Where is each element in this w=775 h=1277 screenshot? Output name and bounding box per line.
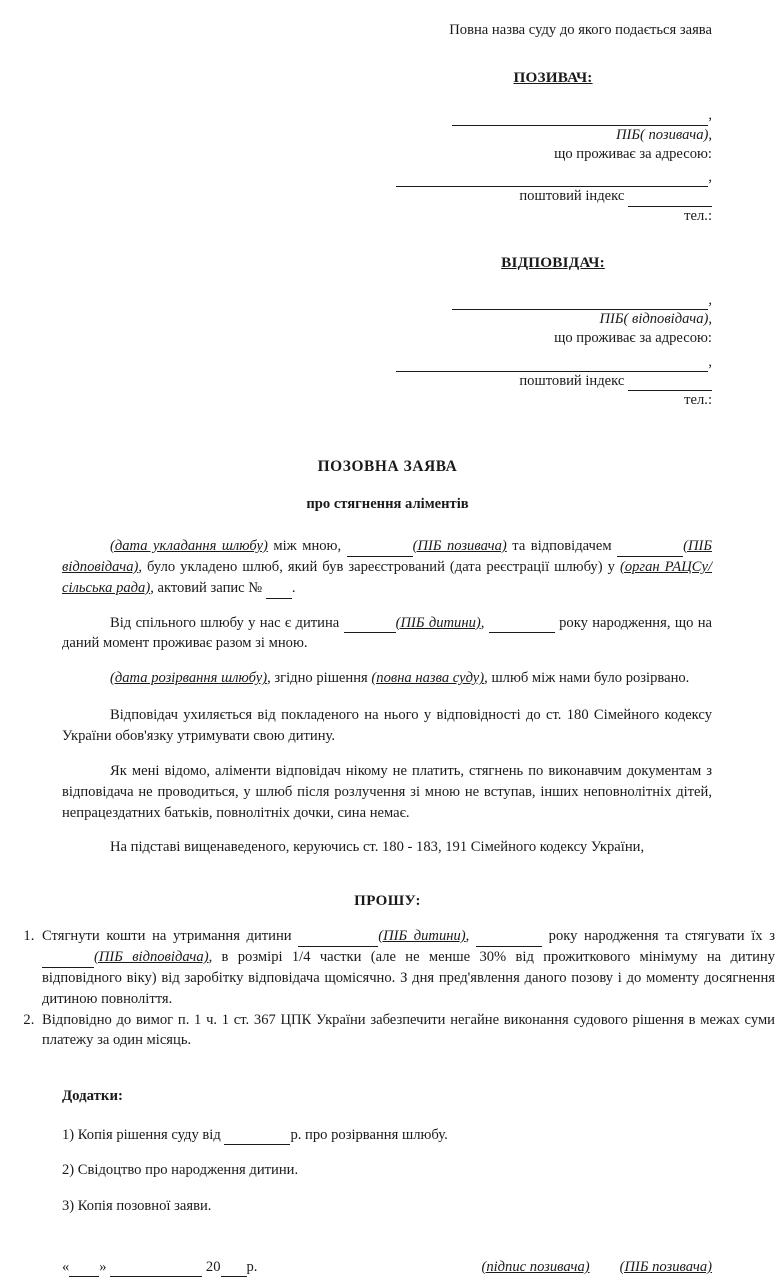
date-year-blank[interactable] <box>221 1263 247 1277</box>
r1-text-1: Стягнути кошти на утримання дитини <box>42 928 292 945</box>
document-body <box>0 514 775 858</box>
p3-text-1: , згідно рішення <box>267 670 368 687</box>
r1-text-3: року народження та стягувати їх з <box>548 928 775 945</box>
plaintiff-name-caption: ПІБ( позивача), <box>615 126 712 143</box>
date-month-blank[interactable] <box>110 1263 202 1277</box>
date-field <box>62 1258 257 1277</box>
request-item-2: 2. Відповідно до вимог п. 1 ч. 1 ст. 367 ЦПК України забезпечити негайне виконання судового рішення в межах суми платежу за один місяць. <box>38 1010 775 1052</box>
plaintiff-postal-blank[interactable] <box>628 192 712 206</box>
a1-blank-date[interactable] <box>224 1131 290 1145</box>
defendant-name-comma: , <box>708 291 712 308</box>
a1-text-before: 1) Копія рішення суду від <box>62 1126 221 1143</box>
plaintiff-name-blank[interactable] <box>452 111 708 125</box>
attachment-item-3: 3) Копія позовної заяви. <box>62 1197 212 1214</box>
paragraph-legal-basis: На підставі вищенаведеного, керуючись ст. 180 - 183, 191 Сімейного кодексу України, <box>110 839 645 856</box>
fill-defendant-name-r1[interactable]: (ПІБ відповідача) <box>94 948 209 965</box>
p2-text-2: , <box>480 614 485 631</box>
fill-court-name[interactable]: (повна назва суду) <box>371 670 485 687</box>
r1-blank-birth-year[interactable] <box>476 933 542 947</box>
p1-text-4: , актовий запис № <box>150 579 263 596</box>
fill-plaintiff-name-p1[interactable]: (ПІБ позивача) <box>412 537 507 554</box>
attachments-title: Додатки: <box>62 1088 123 1105</box>
fill-child-name-p2[interactable]: (ПІБ дитини) <box>395 614 481 631</box>
plaintiff-block <box>394 68 712 226</box>
defendant-address-comma: , <box>708 353 712 370</box>
defendant-block <box>394 253 712 411</box>
defendant-address-rule-row <box>394 353 712 372</box>
p1-blank-2[interactable] <box>617 542 683 556</box>
p2-blank-birth-year[interactable] <box>489 619 555 633</box>
p1-text-1: між мною, <box>273 537 342 554</box>
defendant-postal-row <box>394 372 712 391</box>
year-prefix: 20 <box>205 1259 221 1276</box>
signature-row <box>0 1258 775 1277</box>
p2-text-1: Від спільного шлюбу у нас є дитина <box>110 614 340 631</box>
r1-text-4: , в розмірі 1/4 частки (але не менше 30% від прожиткового мінімуму на дитину відповідного віку) від заробітку відповідача щомісячно. З дня пред'явлення даного позову і до моменту досягнення дитиною повноліття. <box>42 948 775 1007</box>
plaintiff-address-rule-row <box>394 168 712 187</box>
request-item-1 <box>38 926 775 1009</box>
requests-list <box>0 926 775 1051</box>
r1-text-2: , <box>465 928 470 945</box>
requests-heading: ПРОШУ: <box>354 893 421 910</box>
attachment-item-1 <box>62 1125 712 1145</box>
attachment-item-2: 2) Свідоцтво про народження дитини. <box>62 1162 299 1179</box>
p3-text-2: , шлюб між нами було розірвано. <box>484 670 690 687</box>
court-name-line: Повна назва суду до якого подається заява <box>449 22 712 38</box>
r1-blank-2[interactable] <box>42 953 94 967</box>
document-subtitle: про стягнення аліментів <box>306 495 469 512</box>
paragraph-marriage <box>62 536 712 599</box>
plaintiff-name-rule-row <box>394 106 712 125</box>
plaintiff-postal-row <box>394 187 712 206</box>
paragraph-child <box>62 613 712 655</box>
p2-text-3: року народження, що на даний момент проживає разом зі мною. <box>62 614 713 652</box>
p1-blank-act-number[interactable] <box>266 584 292 598</box>
signature-captions <box>481 1258 712 1277</box>
paragraph-nonpayment: Як мені відомо, аліменти відповідач нікому не платить, стягнень по виконавчим документам з відповідача не проводиться, у шлюб після розлучення зі мною не вступав, інших неповнолітніх дітей, непрацездатних батьків, повнолітніх дочки, сина немає. <box>62 762 712 821</box>
attachments-zone <box>0 1051 775 1216</box>
p1-text-3: , було укладено шлюб, який був зареєстрований (дата реєстрації шлюбу) у <box>138 558 615 575</box>
plaintiff-address-blank[interactable] <box>396 173 708 187</box>
plaintiff-postal-label: поштовий індекс <box>519 188 625 205</box>
p1-blank-1[interactable] <box>347 542 413 556</box>
defendant-address-blank[interactable] <box>396 357 708 371</box>
plaintiff-name-comma: , <box>708 107 712 124</box>
defendant-postal-blank[interactable] <box>628 377 712 391</box>
document-header <box>0 0 775 410</box>
paragraph-obligation: Відповідач ухиляється від покладеного на нього у відповідності до ст. 180 Сімейного кодексу України обов'язку утримувати свою дитину. <box>62 707 712 744</box>
defendant-heading: ВІДПОВІДАЧ: <box>501 253 605 271</box>
plaintiff-address-comma: , <box>708 169 712 186</box>
plaintiff-phone-label: тел.: <box>684 207 712 224</box>
fill-registry-office[interactable]: (орган РАЦСу/сільська рада) <box>62 558 713 596</box>
fill-defendant-name-p1[interactable]: (ПІБ відповідача) <box>62 537 712 575</box>
defendant-name-blank[interactable] <box>452 296 708 310</box>
p2-blank-1[interactable] <box>344 619 396 633</box>
defendant-name-caption: ПІБ( відповідача), <box>599 311 712 328</box>
defendant-phone-label: тел.: <box>684 392 712 409</box>
r1-blank-1[interactable] <box>298 933 378 947</box>
year-suffix: р. <box>246 1259 258 1276</box>
plaintiff-address-label: що проживає за адресою: <box>554 145 712 162</box>
paragraph-divorce <box>62 668 712 689</box>
p1-text-2: та відповідачем <box>512 537 612 554</box>
defendant-name-rule-row <box>394 291 712 310</box>
p1-text-5: . <box>291 579 296 596</box>
a1-text-after: р. про розірвання шлюбу. <box>290 1126 448 1143</box>
defendant-address-label: що проживає за адресою: <box>554 330 712 347</box>
plaintiff-heading: ПОЗИВАЧ: <box>513 69 593 87</box>
quote-close: » <box>99 1259 107 1276</box>
defendant-postal-label: поштовий індекс <box>519 372 625 389</box>
signer-name-caption: (ПІБ позивача) <box>619 1259 712 1276</box>
date-day-blank[interactable] <box>69 1263 99 1277</box>
signature-caption: (підпис позивача) <box>481 1259 590 1276</box>
document-title: ПОЗОВНА ЗАЯВА <box>317 458 458 476</box>
fill-child-name-r1[interactable]: (ПІБ дитини) <box>378 928 466 945</box>
quote-open: « <box>62 1259 70 1276</box>
fill-divorce-date[interactable]: (дата розірвання шлюбу) <box>110 670 268 687</box>
fill-marriage-date[interactable]: (дата укладання шлюбу) <box>110 537 268 554</box>
